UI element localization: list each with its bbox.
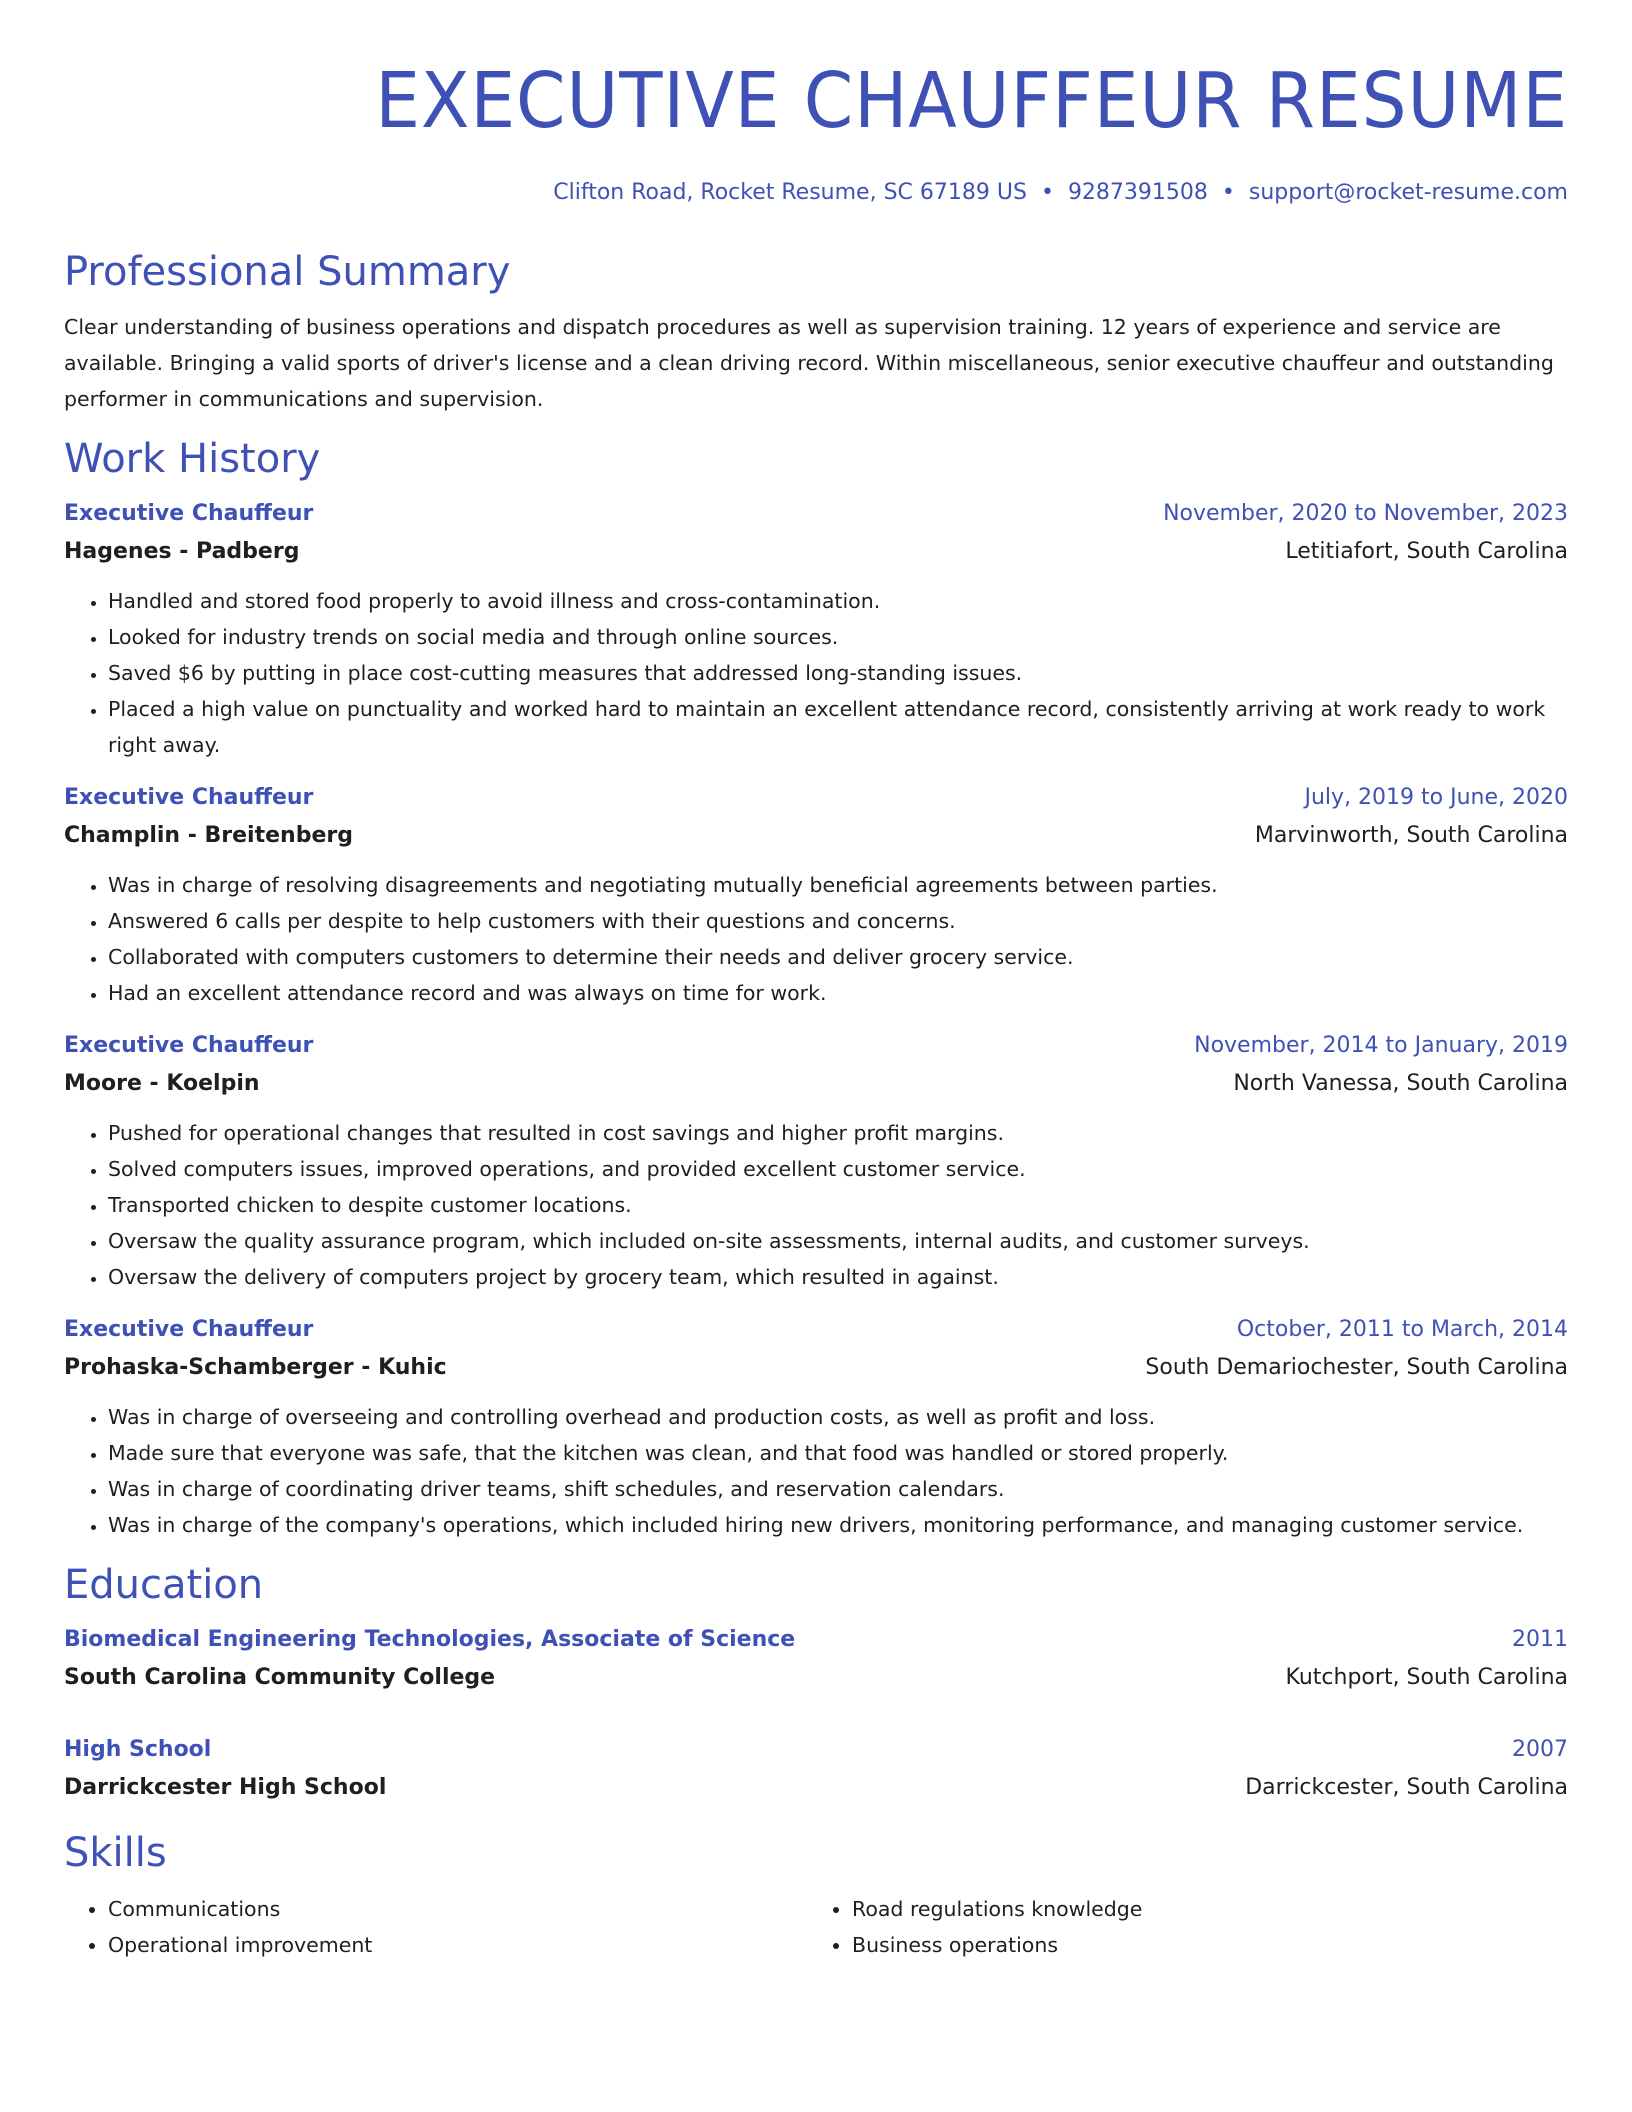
education-section <box>64 1561 1568 1807</box>
job-location: Marvinworth, South Carolina <box>1254 823 1568 848</box>
list-item: • Oversaw the delivery of computers project by grocery team, which resulted in against. <box>108 1259 1568 1295</box>
contact-phone: 9287391508 <box>1067 180 1208 205</box>
job-location: South Demariochester, South Carolina <box>1145 1355 1568 1380</box>
job-entry <box>64 1027 1568 1295</box>
skills-heading: Skills <box>64 1830 167 1876</box>
job-dates: October, 2011 to March, 2014 <box>1236 1317 1568 1342</box>
education-school: Darrickcester High School <box>64 1775 387 1800</box>
education-year: 2007 <box>1512 1737 1568 1762</box>
list-item: • Collaborated with computers customers to determine their needs and deliver grocery service. <box>108 939 1568 975</box>
list-item: • Oversaw the quality assurance program, which included on-site assessments, internal audits, and customer surveys. <box>108 1223 1568 1259</box>
education-degree: High School <box>64 1737 212 1762</box>
job-dates: November, 2014 to January, 2019 <box>1194 1033 1568 1058</box>
job-title: Executive Chauffeur <box>64 1033 314 1058</box>
skill-item: • Road regulations knowledge <box>852 1891 1552 1927</box>
job-entry <box>64 779 1568 1011</box>
job-title: Executive Chauffeur <box>64 501 314 526</box>
job-company: Hagenes - Padberg <box>64 539 300 564</box>
contact-line <box>64 178 1568 208</box>
contact-separator: • <box>1221 180 1235 205</box>
education-location: Kutchport, South Carolina <box>1285 1665 1568 1690</box>
work-history-heading: Work History <box>64 436 321 482</box>
list-item: • Was in charge of coordinating driver teams, shift schedules, and reservation calendars. <box>108 1471 1568 1507</box>
skills-section <box>64 1829 1568 1963</box>
list-item: • Was in charge of the company's operations, which included hiring new drivers, monitoring performance, and managing customer service. <box>108 1507 1568 1543</box>
education-school: South Carolina Community College <box>64 1665 496 1690</box>
list-item: • Looked for industry trends on social media and through online sources. <box>108 619 1568 655</box>
education-entry <box>64 1731 1568 1807</box>
education-heading: Education <box>64 1562 264 1608</box>
job-bullets <box>64 583 1568 763</box>
resume-title: EXECUTIVE CHAUFFEUR RESUME <box>375 57 1568 146</box>
list-item: • Solved computers issues, improved operations, and provided excellent customer service. <box>108 1151 1568 1187</box>
education-degree: Biomedical Engineering Technologies, Associate of Science <box>64 1627 796 1652</box>
education-year: 2011 <box>1512 1627 1568 1652</box>
job-dates: November, 2020 to November, 2023 <box>1163 501 1568 526</box>
list-item: • Was in charge of resolving disagreements and negotiating mutually beneficial agreements between parties. <box>108 867 1568 903</box>
job-bullets <box>64 867 1568 1011</box>
summary-text: Clear understanding of business operations and dispatch procedures as well as supervision training. 12 years of experience and service are available. Bringing a valid sports of driver's license and a clean driving record. Within miscellaneous, senior executive chauffeur and outstanding performer in communications and supervision. <box>64 315 1554 411</box>
list-item: • Had an excellent attendance record and was always on time for work. <box>108 975 1568 1011</box>
list-item: • Made sure that everyone was safe, that the kitchen was clean, and that food was handled or stored properly. <box>108 1435 1568 1471</box>
job-company: Moore - Koelpin <box>64 1071 260 1096</box>
job-location: Letitiafort, South Carolina <box>1285 539 1568 564</box>
summary-heading: Professional Summary <box>64 249 511 295</box>
job-bullets <box>64 1399 1568 1543</box>
contact-separator: • <box>1040 180 1054 205</box>
list-item: • Transported chicken to despite customer locations. <box>108 1187 1568 1223</box>
job-location: North Vanessa, South Carolina <box>1233 1071 1568 1096</box>
list-item: • Saved $6 by putting in place cost-cutting measures that addressed long-standing issues. <box>108 655 1568 691</box>
contact-email: support@rocket-resume.com <box>1248 180 1568 205</box>
list-item: • Pushed for operational changes that resulted in cost savings and higher profit margins. <box>108 1115 1568 1151</box>
job-title: Executive Chauffeur <box>64 785 314 810</box>
job-dates: July, 2019 to June, 2020 <box>1304 785 1568 810</box>
contact-address: Clifton Road, Rocket Resume, SC 67189 US <box>553 180 1027 205</box>
list-item: • Placed a high value on punctuality and worked hard to maintain an excellent attendance record, consistently arriving at work ready to work right away. <box>108 691 1568 763</box>
job-company: Champlin - Breitenberg <box>64 823 353 848</box>
resume-page <box>64 0 1568 1963</box>
skills-columns <box>64 1891 1568 1963</box>
skill-item: • Business operations <box>852 1927 1552 1963</box>
list-item: • Handled and stored food properly to avoid illness and cross-contamination. <box>108 583 1568 619</box>
skills-left-column <box>64 1891 808 1963</box>
skill-item: • Operational improvement <box>108 1927 808 1963</box>
education-location: Darrickcester, South Carolina <box>1245 1775 1568 1800</box>
resume-header <box>64 52 1568 208</box>
list-item: • Answered 6 calls per despite to help customers with their questions and concerns. <box>108 903 1568 939</box>
summary-section <box>64 248 1568 417</box>
list-item: • Was in charge of overseeing and controlling overhead and production costs, as well as profit and loss. <box>108 1399 1568 1435</box>
skill-item: • Communications <box>108 1891 808 1927</box>
skills-right-column <box>808 1891 1552 1963</box>
work-history-section <box>64 435 1568 1543</box>
job-title: Executive Chauffeur <box>64 1317 314 1342</box>
job-entry <box>64 495 1568 763</box>
job-company: Prohaska-Schamberger - Kuhic <box>64 1355 447 1380</box>
job-entry <box>64 1311 1568 1543</box>
education-entry <box>64 1621 1568 1697</box>
job-bullets <box>64 1115 1568 1295</box>
